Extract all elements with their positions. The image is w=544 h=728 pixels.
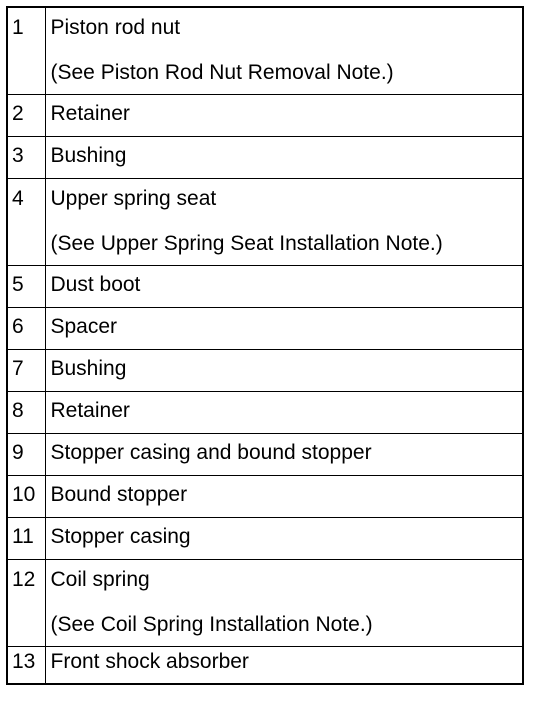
part-description-cell — [45, 179, 523, 266]
part-number: 13 — [12, 650, 36, 673]
part-description-cell — [45, 137, 523, 179]
part-name: Bushing — [50, 357, 127, 380]
part-number: 7 — [12, 357, 24, 380]
part-number: 5 — [12, 273, 24, 296]
part-name: Piston rod nut — [50, 16, 181, 39]
part-number: 10 — [12, 483, 36, 506]
part-number-cell — [7, 7, 45, 95]
part-name: Stopper casing and bound stopper — [50, 441, 372, 464]
part-number-cell — [7, 350, 45, 392]
part-number-cell — [7, 266, 45, 308]
table-row — [7, 350, 523, 392]
part-number-cell — [7, 179, 45, 266]
table-row — [7, 560, 523, 647]
part-name: Front shock absorber — [50, 650, 249, 673]
part-name: Upper spring seat — [50, 187, 217, 210]
part-description-cell — [45, 350, 523, 392]
part-name: Stopper casing — [50, 525, 191, 548]
part-description-cell — [45, 266, 523, 308]
part-note: (See Piston Rod Nut Removal Note.) — [50, 61, 394, 84]
part-description-cell — [45, 476, 523, 518]
part-number: 8 — [12, 399, 24, 422]
part-number-cell — [7, 476, 45, 518]
part-note: (See Coil Spring Installation Note.) — [50, 613, 373, 636]
part-number: 6 — [12, 315, 24, 338]
part-name: Retainer — [50, 399, 130, 422]
part-name: Coil spring — [50, 568, 150, 591]
part-name: Spacer — [50, 315, 118, 338]
table-row — [7, 392, 523, 434]
part-number: 2 — [12, 102, 24, 125]
part-number: 12 — [12, 568, 36, 591]
part-number: 9 — [12, 441, 24, 464]
part-name: Bushing — [50, 144, 127, 167]
table-row — [7, 266, 523, 308]
part-number-cell — [7, 560, 45, 647]
table-row — [7, 647, 523, 685]
part-name: Retainer — [50, 102, 130, 125]
part-number-cell — [7, 392, 45, 434]
part-number: 11 — [12, 525, 34, 548]
table-row — [7, 7, 523, 95]
part-description-cell — [45, 95, 523, 137]
table-row — [7, 137, 523, 179]
parts-table — [6, 6, 524, 685]
part-number-cell — [7, 308, 45, 350]
part-number-cell — [7, 95, 45, 137]
part-number-cell — [7, 434, 45, 476]
part-number-cell — [7, 137, 45, 179]
part-name: Dust boot — [50, 273, 141, 296]
table-row — [7, 308, 523, 350]
part-description-cell — [45, 308, 523, 350]
part-description-cell — [45, 392, 523, 434]
part-description-cell — [45, 7, 523, 95]
table-row — [7, 434, 523, 476]
part-number-cell — [7, 647, 45, 685]
table-row — [7, 518, 523, 560]
part-description-cell — [45, 647, 523, 685]
table-row — [7, 476, 523, 518]
part-description-cell — [45, 434, 523, 476]
table-row — [7, 179, 523, 266]
part-number: 3 — [12, 144, 24, 167]
part-number-cell — [7, 518, 45, 560]
part-note: (See Upper Spring Seat Installation Note.) — [50, 232, 443, 255]
table-row — [7, 95, 523, 137]
part-name: Bound stopper — [50, 483, 188, 506]
part-number: 4 — [12, 187, 24, 210]
part-description-cell — [45, 518, 523, 560]
part-description-cell — [45, 560, 523, 647]
part-number: 1 — [12, 16, 24, 39]
